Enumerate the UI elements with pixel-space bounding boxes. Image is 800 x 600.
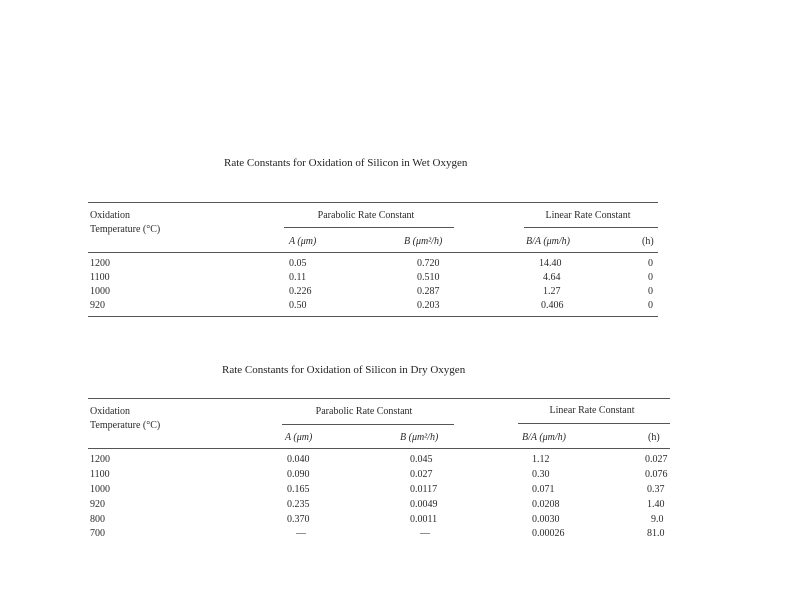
dry-parabolic-underline (282, 424, 454, 425)
dry-cell-b: 0.027 (410, 469, 433, 480)
wet-cell-b: 0.287 (417, 286, 440, 297)
wet-header-linear: Linear Rate Constant (545, 210, 631, 221)
wet-cell-h: 0 (648, 258, 653, 269)
dry-cell-ba: 1.12 (532, 454, 550, 465)
wet-header-a: A (μm) (289, 236, 317, 247)
dry-cell-ba: 0.30 (532, 469, 550, 480)
dry-linear-underline (518, 423, 670, 424)
dry-cell-b: 0.045 (410, 454, 433, 465)
dry-cell-a: 0.235 (287, 499, 310, 510)
dry-cell-ba: 0.071 (532, 484, 555, 495)
wet-header-temp-line2: Temperature (°C) (90, 224, 161, 235)
dry-cell-a: 0.370 (287, 514, 310, 525)
dry-header-parabolic: Parabolic Rate Constant (315, 406, 413, 417)
wet-cell-a: 0.50 (289, 300, 307, 311)
wet-header-ba: B/A (μm/h) (526, 236, 570, 247)
dry-cell-ba: 0.00026 (532, 528, 565, 539)
wet-cell-ba: 14.40 (539, 258, 562, 269)
dry-cell-temp: 1200 (90, 454, 110, 465)
dry-cell-h: 1.40 (647, 499, 665, 510)
dry-cell-b: 0.0049 (410, 499, 438, 510)
dry-cell-a: 0.040 (287, 454, 310, 465)
dry-cell-h: 0.37 (647, 484, 665, 495)
dry-cell-temp: 800 (90, 514, 105, 525)
dry-cell-ba: 0.0030 (532, 514, 560, 525)
dry-cell-b: — (420, 528, 430, 539)
dry-header-rule (88, 448, 670, 449)
wet-cell-temp: 1200 (90, 258, 110, 269)
wet-cell-h: 0 (648, 286, 653, 297)
dry-cell-b: 0.0117 (410, 484, 438, 495)
dry-cell-h: 9.0 (651, 514, 664, 525)
dry-header-a: A (μm) (285, 432, 313, 443)
wet-cell-a: 0.226 (289, 286, 312, 297)
wet-cell-b: 0.510 (417, 272, 440, 283)
wet-cell-ba: 1.27 (543, 286, 561, 297)
dry-header-temp-line1: Oxidation (90, 406, 130, 417)
wet-cell-b: 0.720 (417, 258, 440, 269)
wet-cell-h: 0 (648, 272, 653, 283)
wet-cell-ba: 0.406 (541, 300, 564, 311)
wet-cell-b: 0.203 (417, 300, 440, 311)
dry-cell-h: 0.076 (645, 469, 668, 480)
dry-cell-a: 0.165 (287, 484, 310, 495)
dry-cell-a: 0.090 (287, 469, 310, 480)
wet-header-temp-line1: Oxidation (90, 210, 130, 221)
dry-cell-ba: 0.0208 (532, 499, 560, 510)
wet-cell-h: 0 (648, 300, 653, 311)
wet-header-parabolic: Parabolic Rate Constant (317, 210, 415, 221)
dry-table-title: Rate Constants for Oxidation of Silicon in Dry Oxygen (222, 364, 466, 376)
wet-table-title: Rate Constants for Oxidation of Silicon in Wet Oxygen (224, 157, 468, 169)
dry-cell-temp: 920 (90, 499, 105, 510)
wet-cell-a: 0.11 (289, 272, 307, 283)
wet-cell-a: 0.05 (289, 258, 307, 269)
wet-cell-temp: 920 (90, 300, 105, 311)
dry-cell-a: — (296, 528, 306, 539)
dry-header-h: (h) (648, 432, 660, 443)
dry-cell-temp: 700 (90, 528, 105, 539)
wet-cell-temp: 1000 (90, 286, 110, 297)
dry-header-temp-line2: Temperature (°C) (90, 420, 161, 431)
dry-header-linear: Linear Rate Constant (549, 405, 635, 416)
dry-header-b: B (μm²/h) (400, 432, 439, 443)
wet-header-h: (h) (642, 236, 654, 247)
dry-cell-b: 0.0011 (410, 514, 438, 525)
wet-cell-ba: 4.64 (543, 272, 561, 283)
dry-cell-temp: 1000 (90, 484, 110, 495)
dry-cell-h: 0.027 (645, 454, 668, 465)
dry-cell-h: 81.0 (647, 528, 665, 539)
wet-header-b: B (μm²/h) (404, 236, 443, 247)
dry-top-rule (88, 398, 670, 399)
wet-cell-temp: 1100 (90, 272, 110, 283)
dry-header-ba: B/A (μm/h) (522, 432, 566, 443)
dry-cell-temp: 1100 (90, 469, 110, 480)
